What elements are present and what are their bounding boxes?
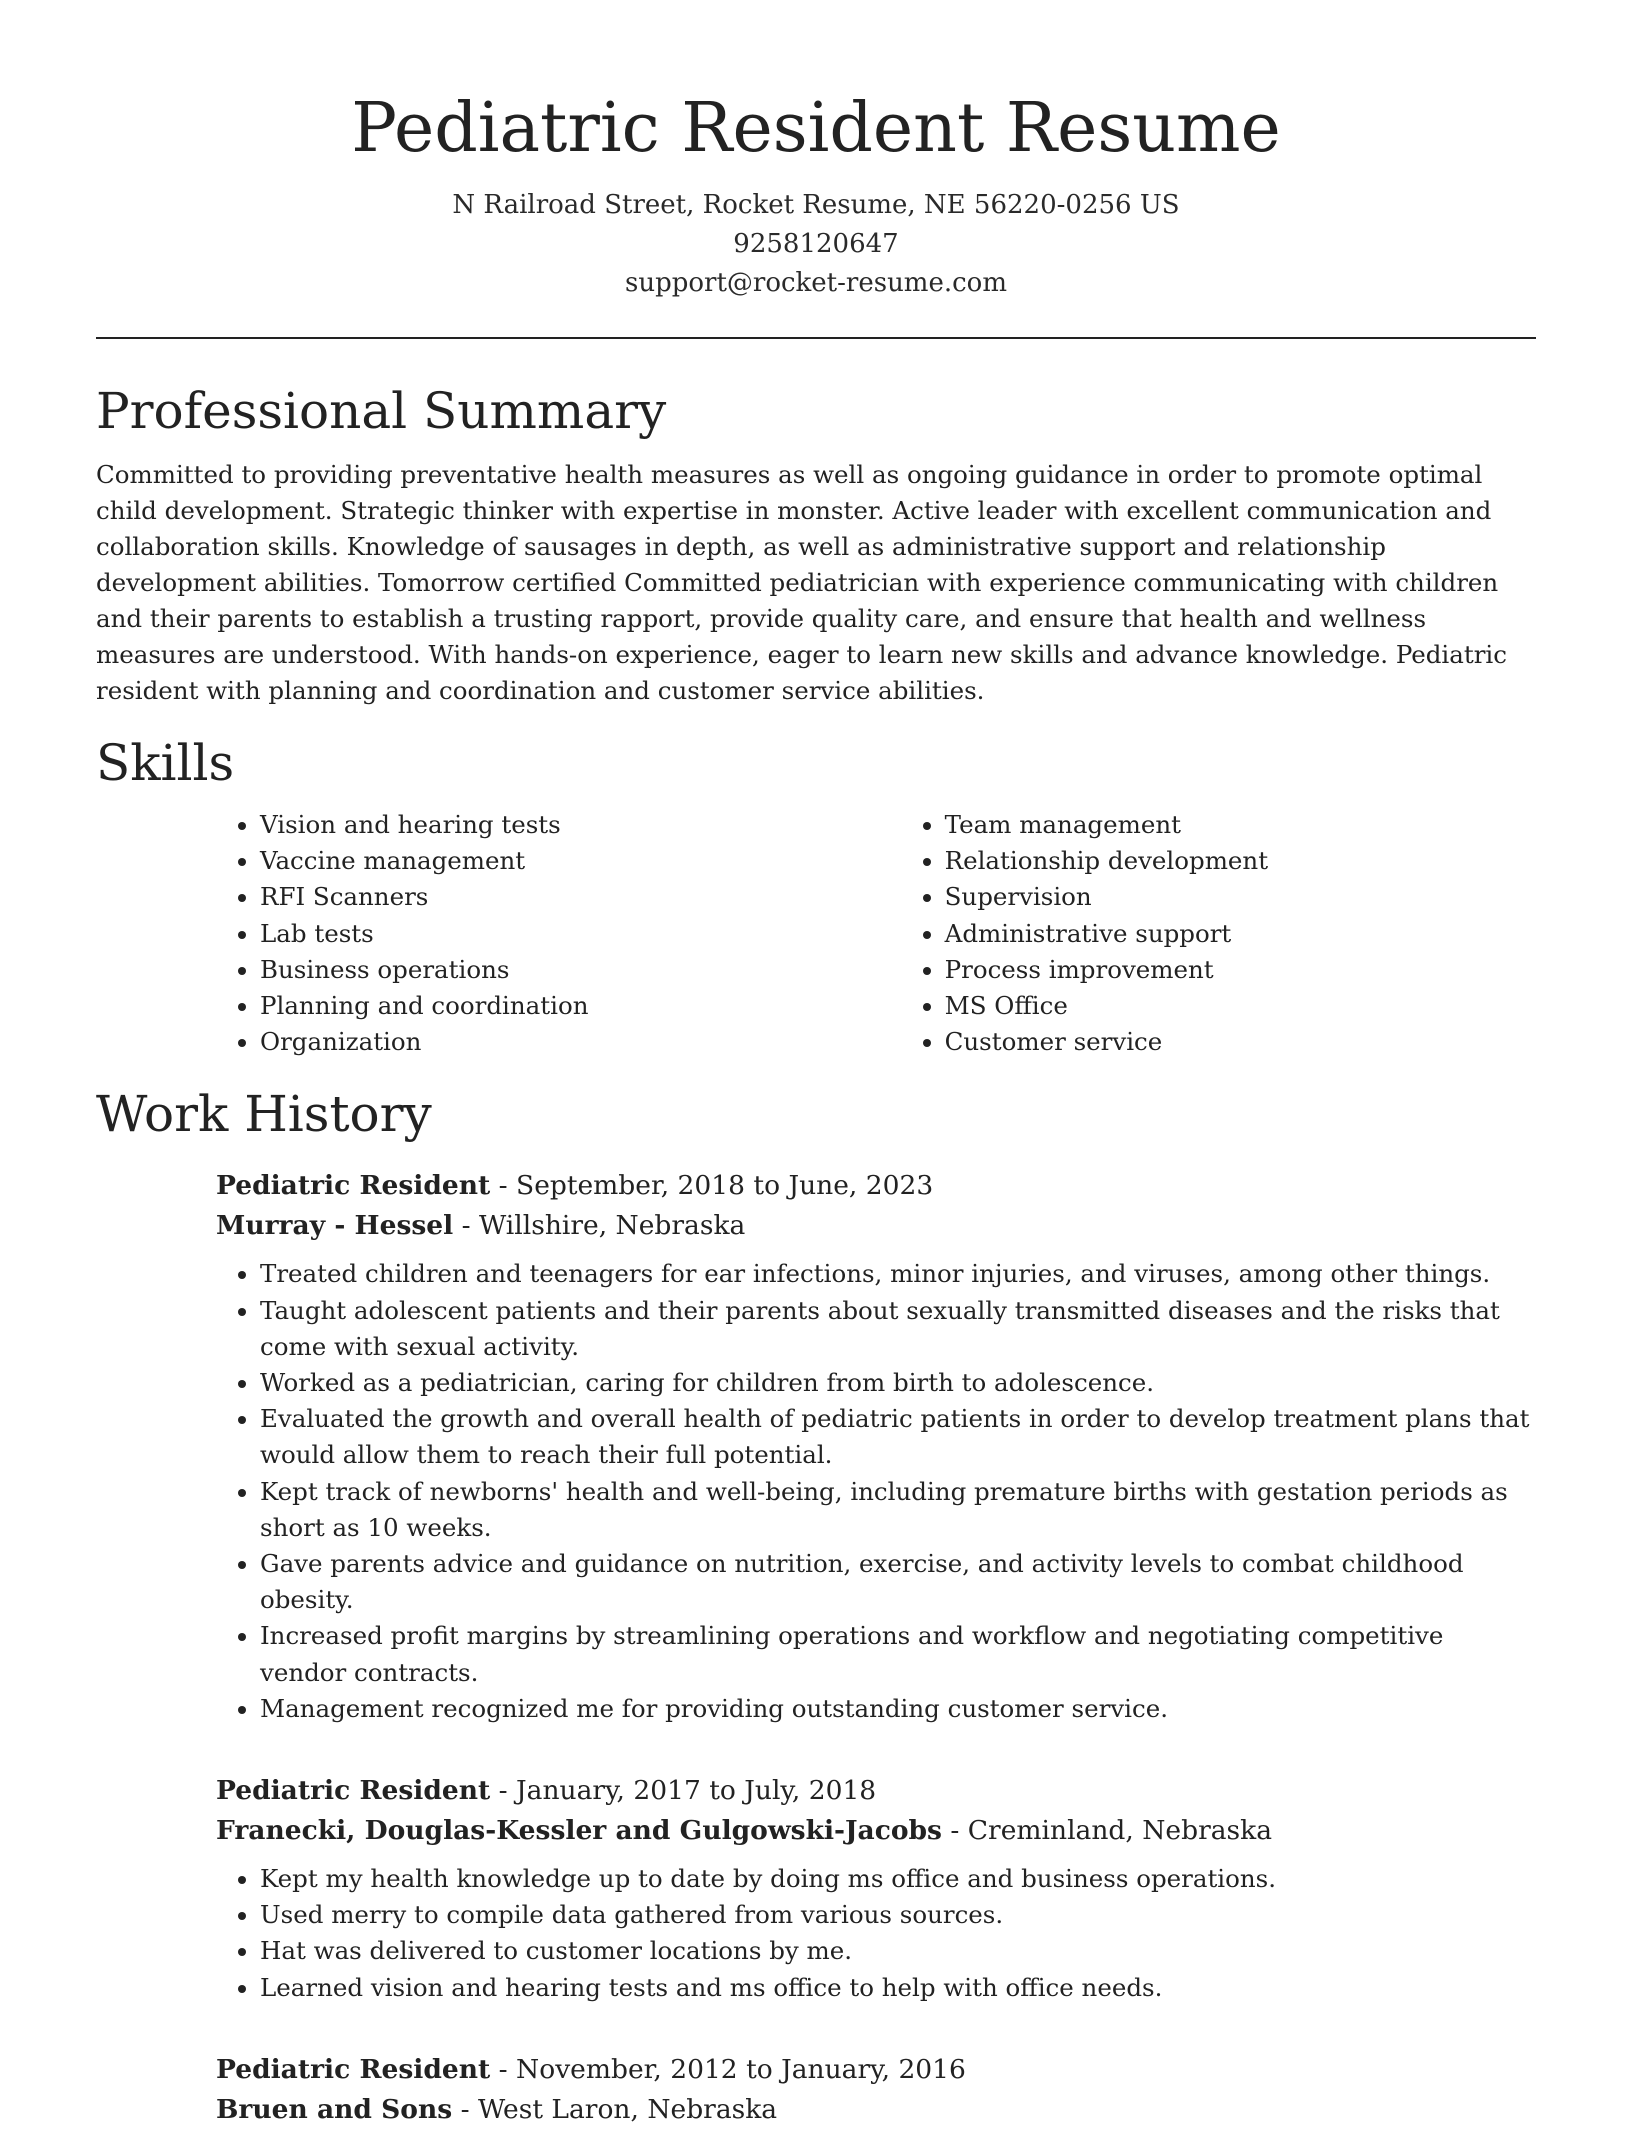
resume-title: Pediatric Resident Resume — [351, 89, 1281, 168]
job-entry — [216, 1771, 1536, 2006]
job-location: - West Laron, Nebraska — [452, 2093, 778, 2125]
skills-section — [96, 733, 1536, 1060]
contact-address: N Railroad Street, Rocket Resume, NE 56220-0256 US — [452, 190, 1180, 220]
job-dates: - September, 2018 to June, 2023 — [490, 1170, 934, 1202]
skill-item: • Vaccine management — [260, 843, 901, 879]
job-company: Bruen and Sons — [216, 2093, 453, 2125]
job-bullet: • Increased profit margins by streamlining operations and workflow and negotiating competitive vendor contracts. — [260, 1618, 1536, 1690]
header-divider — [96, 337, 1536, 339]
summary-heading: Professional Summary — [96, 382, 667, 440]
skill-item: • Vision and hearing tests — [260, 807, 901, 843]
skill-item: • MS Office — [945, 988, 1536, 1024]
job-bullet: • Management recognized me for providing outstanding customer service. — [260, 1691, 1536, 1727]
job-bullet: • Taught adolescent patients and their parents about sexually transmitted diseases and the risks that come with sexual activity. — [260, 1293, 1536, 1365]
job-title-line — [216, 1771, 1536, 1811]
skills-heading: Skills — [96, 734, 235, 792]
job-title-line — [216, 2050, 1536, 2090]
job-location: - Creminland, Nebraska — [941, 1815, 1272, 1847]
job-location: - Willshire, Nebraska — [453, 1210, 746, 1242]
job-company: Murray - Hessel — [216, 1210, 454, 1242]
job-dates: - January, 2017 to July, 2018 — [490, 1775, 877, 1807]
job-company: Franecki, Douglas-Kessler and Gulgowski-Jacobs — [216, 1815, 942, 1847]
job-dates: - November, 2012 to January, 2016 — [490, 2053, 966, 2085]
job-bullet: • Used merry to compile data gathered from various sources. — [260, 1897, 1536, 1933]
skill-item: • Customer service — [945, 1024, 1536, 1060]
summary-text: Committed to providing preventative health measures as well as ongoing guidance in order to promote optimal child development. Strategic thinker with expertise in monster. Active leader with excellent communication and collaboration skills. Knowledge of sausages in depth, as well as administrative support and relationship development abilities. Tomorrow certified Committed pediatrician with experience communicating with children and their parents to establish a trusting rapport, provide quality care, and ensure that health and wellness measures are understood. With hands-on experience, eager to learn new skills and advance knowledge. Pediatric resident with planning and coordination and customer service abilities. — [96, 460, 1507, 705]
job-title: Pediatric Resident — [216, 1775, 491, 1807]
skill-item: • Business operations — [260, 952, 901, 988]
job-company-line — [216, 1811, 1536, 1851]
skill-item: • Supervision — [945, 879, 1536, 915]
skill-item: • Organization — [260, 1024, 901, 1060]
job-bullet: • Kept my health knowledge up to date by doing ms office and business operations. — [260, 1861, 1536, 1897]
skill-item: • Lab tests — [260, 916, 901, 952]
job-company-line — [216, 2090, 1536, 2130]
job-company-line — [216, 1206, 1536, 1246]
job-title: Pediatric Resident — [216, 2053, 491, 2085]
skill-item: • Relationship development — [945, 843, 1536, 879]
job-bullet: • Learned vision and hearing tests and ms office to help with office needs. — [260, 1970, 1536, 2006]
job-bullet: • Hat was delivered to customer locations by me. — [260, 1933, 1536, 1969]
work-heading: Work History — [96, 1085, 432, 1144]
skills-columns — [216, 807, 1536, 1060]
job-bullets — [216, 1861, 1536, 2006]
skill-item: • Planning and coordination — [260, 988, 901, 1024]
job-bullet: • Worked as a pediatrician, caring for children from birth to adolescence. — [260, 1365, 1536, 1401]
job-bullet: • Gave parents advice and guidance on nutrition, exercise, and activity levels to combat childhood obesity. — [260, 1546, 1536, 1618]
skills-list-right — [901, 807, 1536, 1060]
skill-item: • Process improvement — [945, 952, 1536, 988]
job-entry — [216, 1166, 1536, 1727]
skill-item: • Team management — [945, 807, 1536, 843]
job-bullet: • Kept track of newborns' health and well-being, including premature births with gestation periods as short as 10 weeks. — [260, 1474, 1536, 1546]
work-section — [96, 1084, 1536, 2129]
job-entry — [216, 2050, 1536, 2130]
resume-header — [0, 0, 1632, 303]
skill-item: • Administrative support — [945, 916, 1536, 952]
contact-block — [0, 186, 1632, 303]
job-title: Pediatric Resident — [216, 1170, 491, 1202]
contact-email: support@rocket-resume.com — [624, 268, 1007, 298]
job-bullet: • Treated children and teenagers for ear infections, minor injuries, and viruses, among other things. — [260, 1256, 1536, 1292]
skills-list-left — [216, 807, 901, 1060]
skill-item: • RFI Scanners — [260, 879, 901, 915]
contact-phone: 9258120647 — [733, 229, 899, 259]
job-bullets — [216, 1256, 1536, 1727]
job-bullet: • Evaluated the growth and overall health of pediatric patients in order to develop treatment plans that would allow them to reach their full potential. — [260, 1401, 1536, 1473]
job-title-line — [216, 1166, 1536, 1206]
summary-section — [96, 381, 1536, 709]
